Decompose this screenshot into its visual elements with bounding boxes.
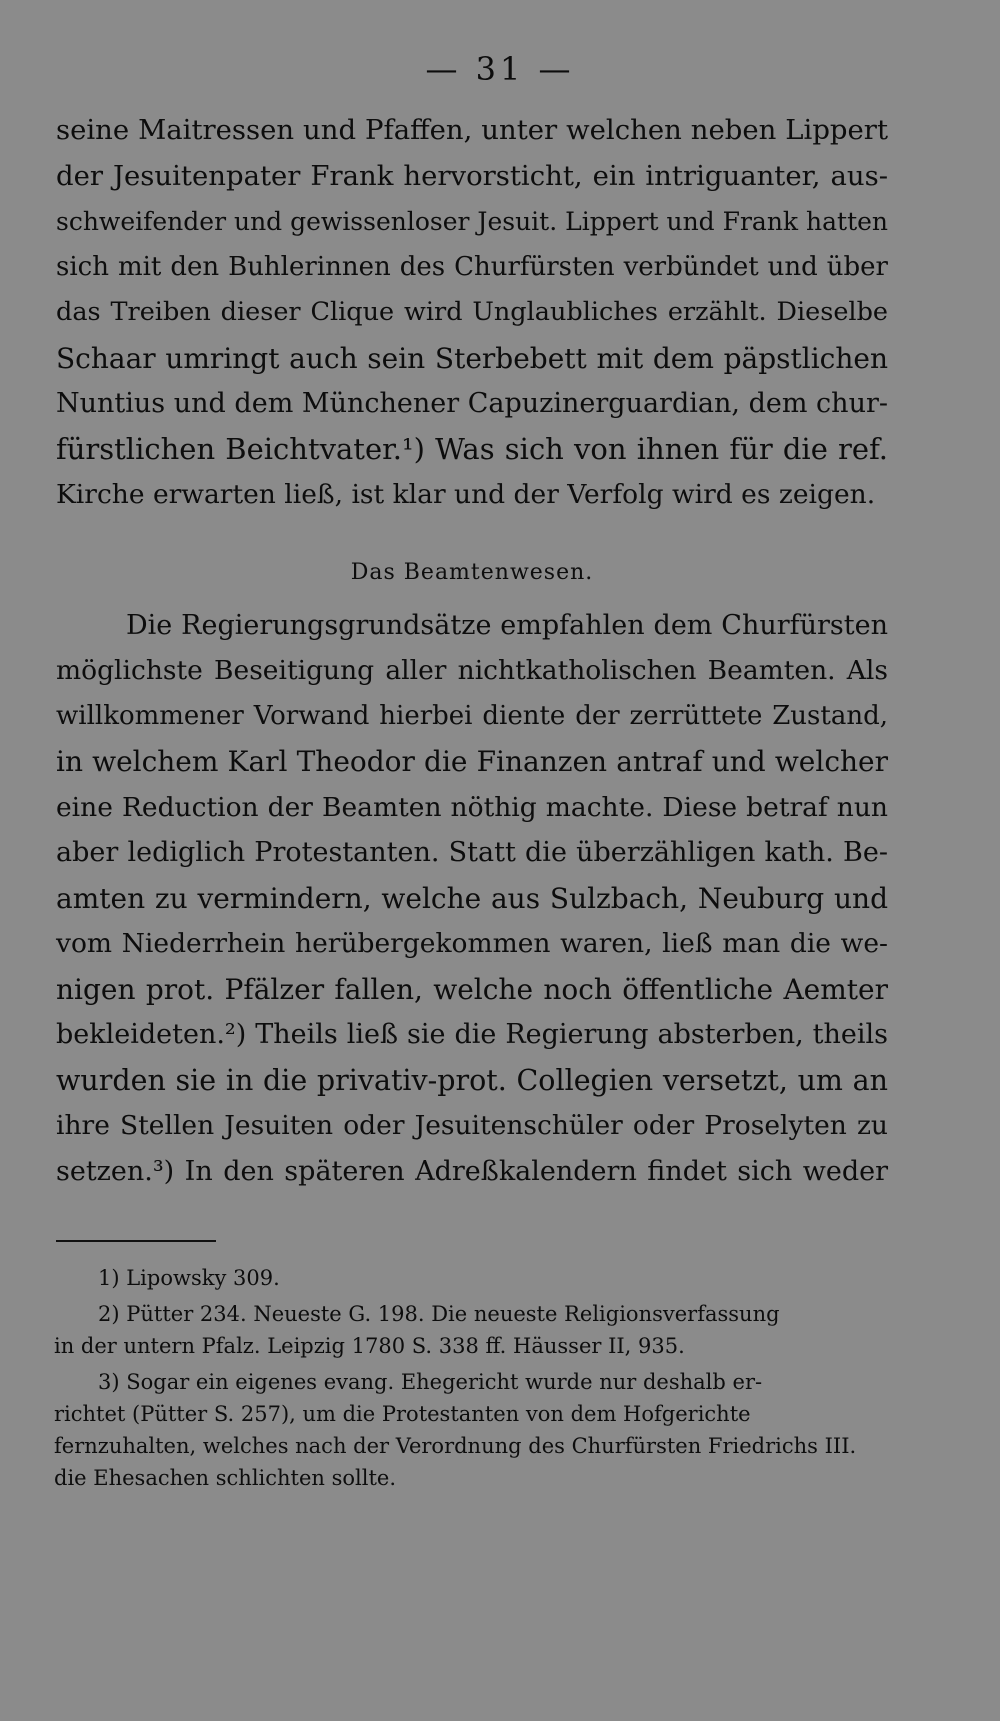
footnote-3 — [54, 1366, 890, 1494]
text-line: Schaar umringt auch sein Sterbebett mit dem päpstlichen — [56, 341, 888, 375]
text-line: eine Reduction der Beamten nöthig machte. Diese betraf nun — [56, 791, 888, 823]
text-line: möglichste Beseitigung aller nichtkatholischen Beamten. Als — [56, 655, 888, 686]
text-line: seine Maitressen und Pfaffen, unter welchen neben Lippert — [56, 114, 888, 146]
text-line: amten zu vermindern, welche aus Sulzbach, Neuburg und — [56, 881, 888, 915]
page-number: — 31 — — [425, 50, 575, 88]
footnote-1 — [54, 1262, 890, 1294]
footnote-line: richtet (Pütter S. 257), um die Protestanten von dem Hofgerichte — [54, 1402, 751, 1426]
text-line: nigen prot. Pfälzer fallen, welche noch öffentliche Aemter — [56, 972, 888, 1006]
text-line: setzen.³) In den späteren Adreßkalendern findet sich weder — [56, 1155, 888, 1187]
text-line: vom Niederrhein herübergekommen waren, ließ man die we- — [56, 928, 888, 959]
paragraph-1 — [56, 108, 888, 518]
text-line: der Jesuitenpater Frank hervorsticht, ein intriguanter, aus- — [56, 159, 888, 192]
footnote-line: 1) Lipowsky 309. — [98, 1266, 280, 1290]
section-heading: Das Beamtenwesen. — [350, 559, 594, 585]
footnotes — [54, 1262, 890, 1498]
footnote-2 — [54, 1298, 890, 1362]
text-line: Die Regierungsgrundsätze empfahlen dem Churfürsten — [126, 609, 888, 641]
footnote-separator — [56, 1240, 216, 1242]
text-line: Kirche erwarten ließ, ist klar und der Verfolg wird es zeigen. — [56, 479, 876, 510]
text-line: bekleideten.²) Theils ließ sie die Regierung absterben, theils — [56, 1019, 888, 1050]
text-line: fürstlichen Beichtvater.¹) Was sich von ihnen für die ref. — [56, 431, 888, 466]
text-line: aber lediglich Protestanten. Statt die überzähligen kath. Be- — [56, 837, 888, 868]
footnote-line: in der untern Pfalz. Leipzig 1780 S. 338 ff. Häusser II, 935. — [54, 1334, 685, 1358]
text-line: Nuntius und dem Münchener Capuzinerguardian, dem chur- — [56, 388, 888, 419]
main-text — [56, 108, 888, 1194]
text-line: willkommener Vorwand hierbei diente der zerrüttete Zustand, — [56, 700, 888, 731]
paragraph-2 — [56, 603, 888, 1195]
text-line: wurden sie in die privativ-prot. Collegien versetzt, um an — [56, 1063, 888, 1097]
footnote-line: 3) Sogar ein eigenes evang. Ehegericht wurde nur deshalb er- — [98, 1370, 763, 1394]
footnote-line: die Ehesachen schlichten sollte. — [54, 1466, 396, 1490]
text-line: ihre Stellen Jesuiten oder Jesuitenschüler oder Proselyten zu — [56, 1110, 888, 1141]
text-line: sich mit den Buhlerinnen des Churfürsten verbündet und über — [56, 251, 888, 282]
text-line: schweifender und gewissenloser Jesuit. Lippert und Frank hatten — [56, 207, 889, 236]
footnote-line: 2) Pütter 234. Neueste G. 198. Die neueste Religionsverfassung — [98, 1302, 780, 1326]
footnote-line: fernzuhalten, welches nach der Verordnung des Churfürsten Friedrichs III. — [54, 1434, 857, 1458]
text-line: in welchem Karl Theodor die Finanzen antraf und welcher — [56, 745, 888, 778]
text-line: das Treiben dieser Clique wird Unglaubliches erzählt. Dieselbe — [56, 297, 888, 327]
